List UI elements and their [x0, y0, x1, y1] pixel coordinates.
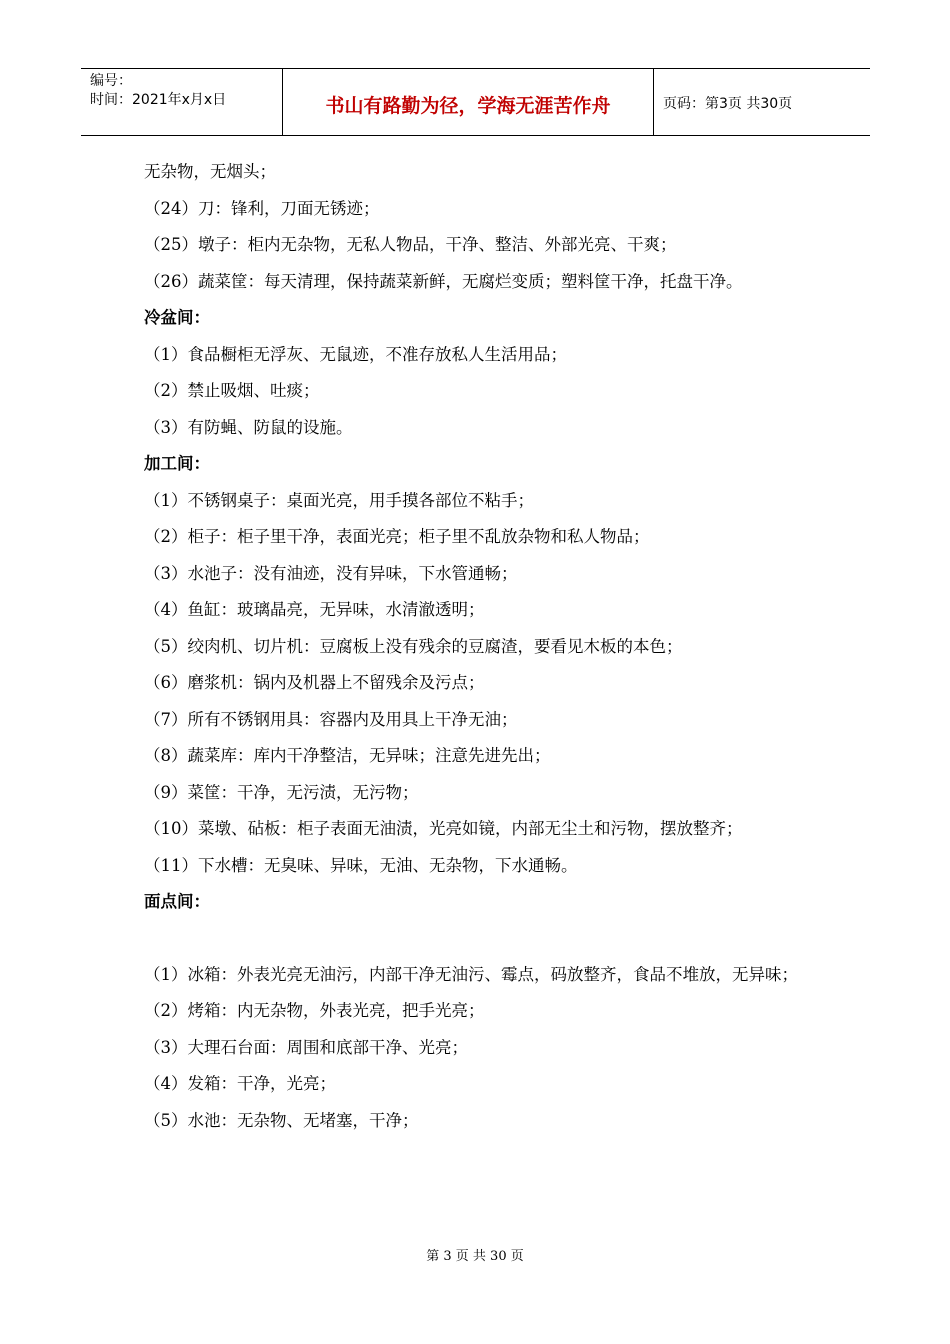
section-heading-cold-dish-room: 冷盆间： — [144, 308, 210, 327]
document-body — [144, 154, 816, 1139]
body-line: （9）菜筐：干净，无污渍，无污物； — [144, 782, 419, 802]
body-line: （2）柜子：柜子里干净，表面光亮；柜子里不乱放杂物和私人物品； — [144, 527, 650, 546]
header-page-info: 页码：第3页 共30页 — [663, 96, 793, 112]
body-line: （10）菜墩、砧板：柜子表面无油渍，光亮如镜，内部无尘土和污物，摆放整齐； — [144, 819, 743, 838]
body-line: （5）水池：无杂物、无堵塞，干净； — [144, 1110, 419, 1130]
body-line: （3）有防蝇、防鼠的设施。 — [144, 417, 353, 437]
page-header — [81, 68, 870, 136]
body-line: （2）禁止吸烟、吐痰； — [144, 381, 320, 400]
body-line: （8）蔬菜库：库内干净整洁，无异味；注意先进先出； — [144, 746, 551, 765]
body-line: （7）所有不锈钢用具：容器内及用具上干净无油； — [144, 709, 518, 729]
body-line: （26）蔬菜筐：每天清理，保持蔬菜新鲜，无腐烂变质；塑料筐干净，托盘干净。 — [144, 271, 743, 291]
body-line: （4）鱼缸：玻璃晶亮，无异味，水清澈透明； — [144, 600, 485, 619]
body-line: （3）大理石台面：周围和底部干净、光亮； — [144, 1037, 468, 1057]
body-line: （3）水池子：没有油迹，没有异味，下水管通畅； — [144, 563, 518, 583]
body-line: （11）下水槽：无臭味、异味，无油、无杂物，下水通畅。 — [144, 855, 578, 875]
section-heading-processing-room: 加工间： — [144, 454, 210, 473]
body-line: （5）绞肉机、切片机：豆腐板上没有残余的豆腐渣，要看见木板的本色； — [144, 636, 683, 656]
body-line: （4）发箱：干净，光亮； — [144, 1074, 336, 1093]
blank-line — [144, 921, 816, 957]
body-line: （2）烤箱：内无杂物，外表光亮，把手光亮； — [144, 1001, 485, 1020]
header-motto: 书山有路勤为径，学海无涯苦作舟 — [283, 69, 654, 135]
document-date-label: 时间：2021年x月x日 — [90, 92, 227, 108]
document-number-label: 编号： — [90, 73, 132, 89]
body-line: （25）墩子：柜内无杂物，无私人物品，干净、整洁、外部光亮、干爽； — [144, 235, 677, 254]
body-line: （1）食品橱柜无浮灰、无鼠迹，不准存放私人生活用品； — [144, 344, 567, 364]
page-footer: 第 3 页 共 30 页 — [426, 1249, 524, 1264]
body-line: （6）磨浆机：锅内及机器上不留残余及污点； — [144, 673, 485, 692]
body-line: （1）不锈钢桌子：桌面光亮，用手摸各部位不粘手； — [144, 490, 534, 510]
header-meta — [81, 69, 283, 135]
body-line: （1）冰箱：外表光亮无油污，内部干净无油污、霉点，码放整齐，食品不堆放，无异味； — [144, 964, 798, 984]
section-heading-pastry-room: 面点间： — [144, 892, 210, 911]
body-line: （24）刀：锋利，刀面无锈迹； — [144, 198, 380, 218]
body-line: 无杂物，无烟头； — [144, 162, 276, 181]
